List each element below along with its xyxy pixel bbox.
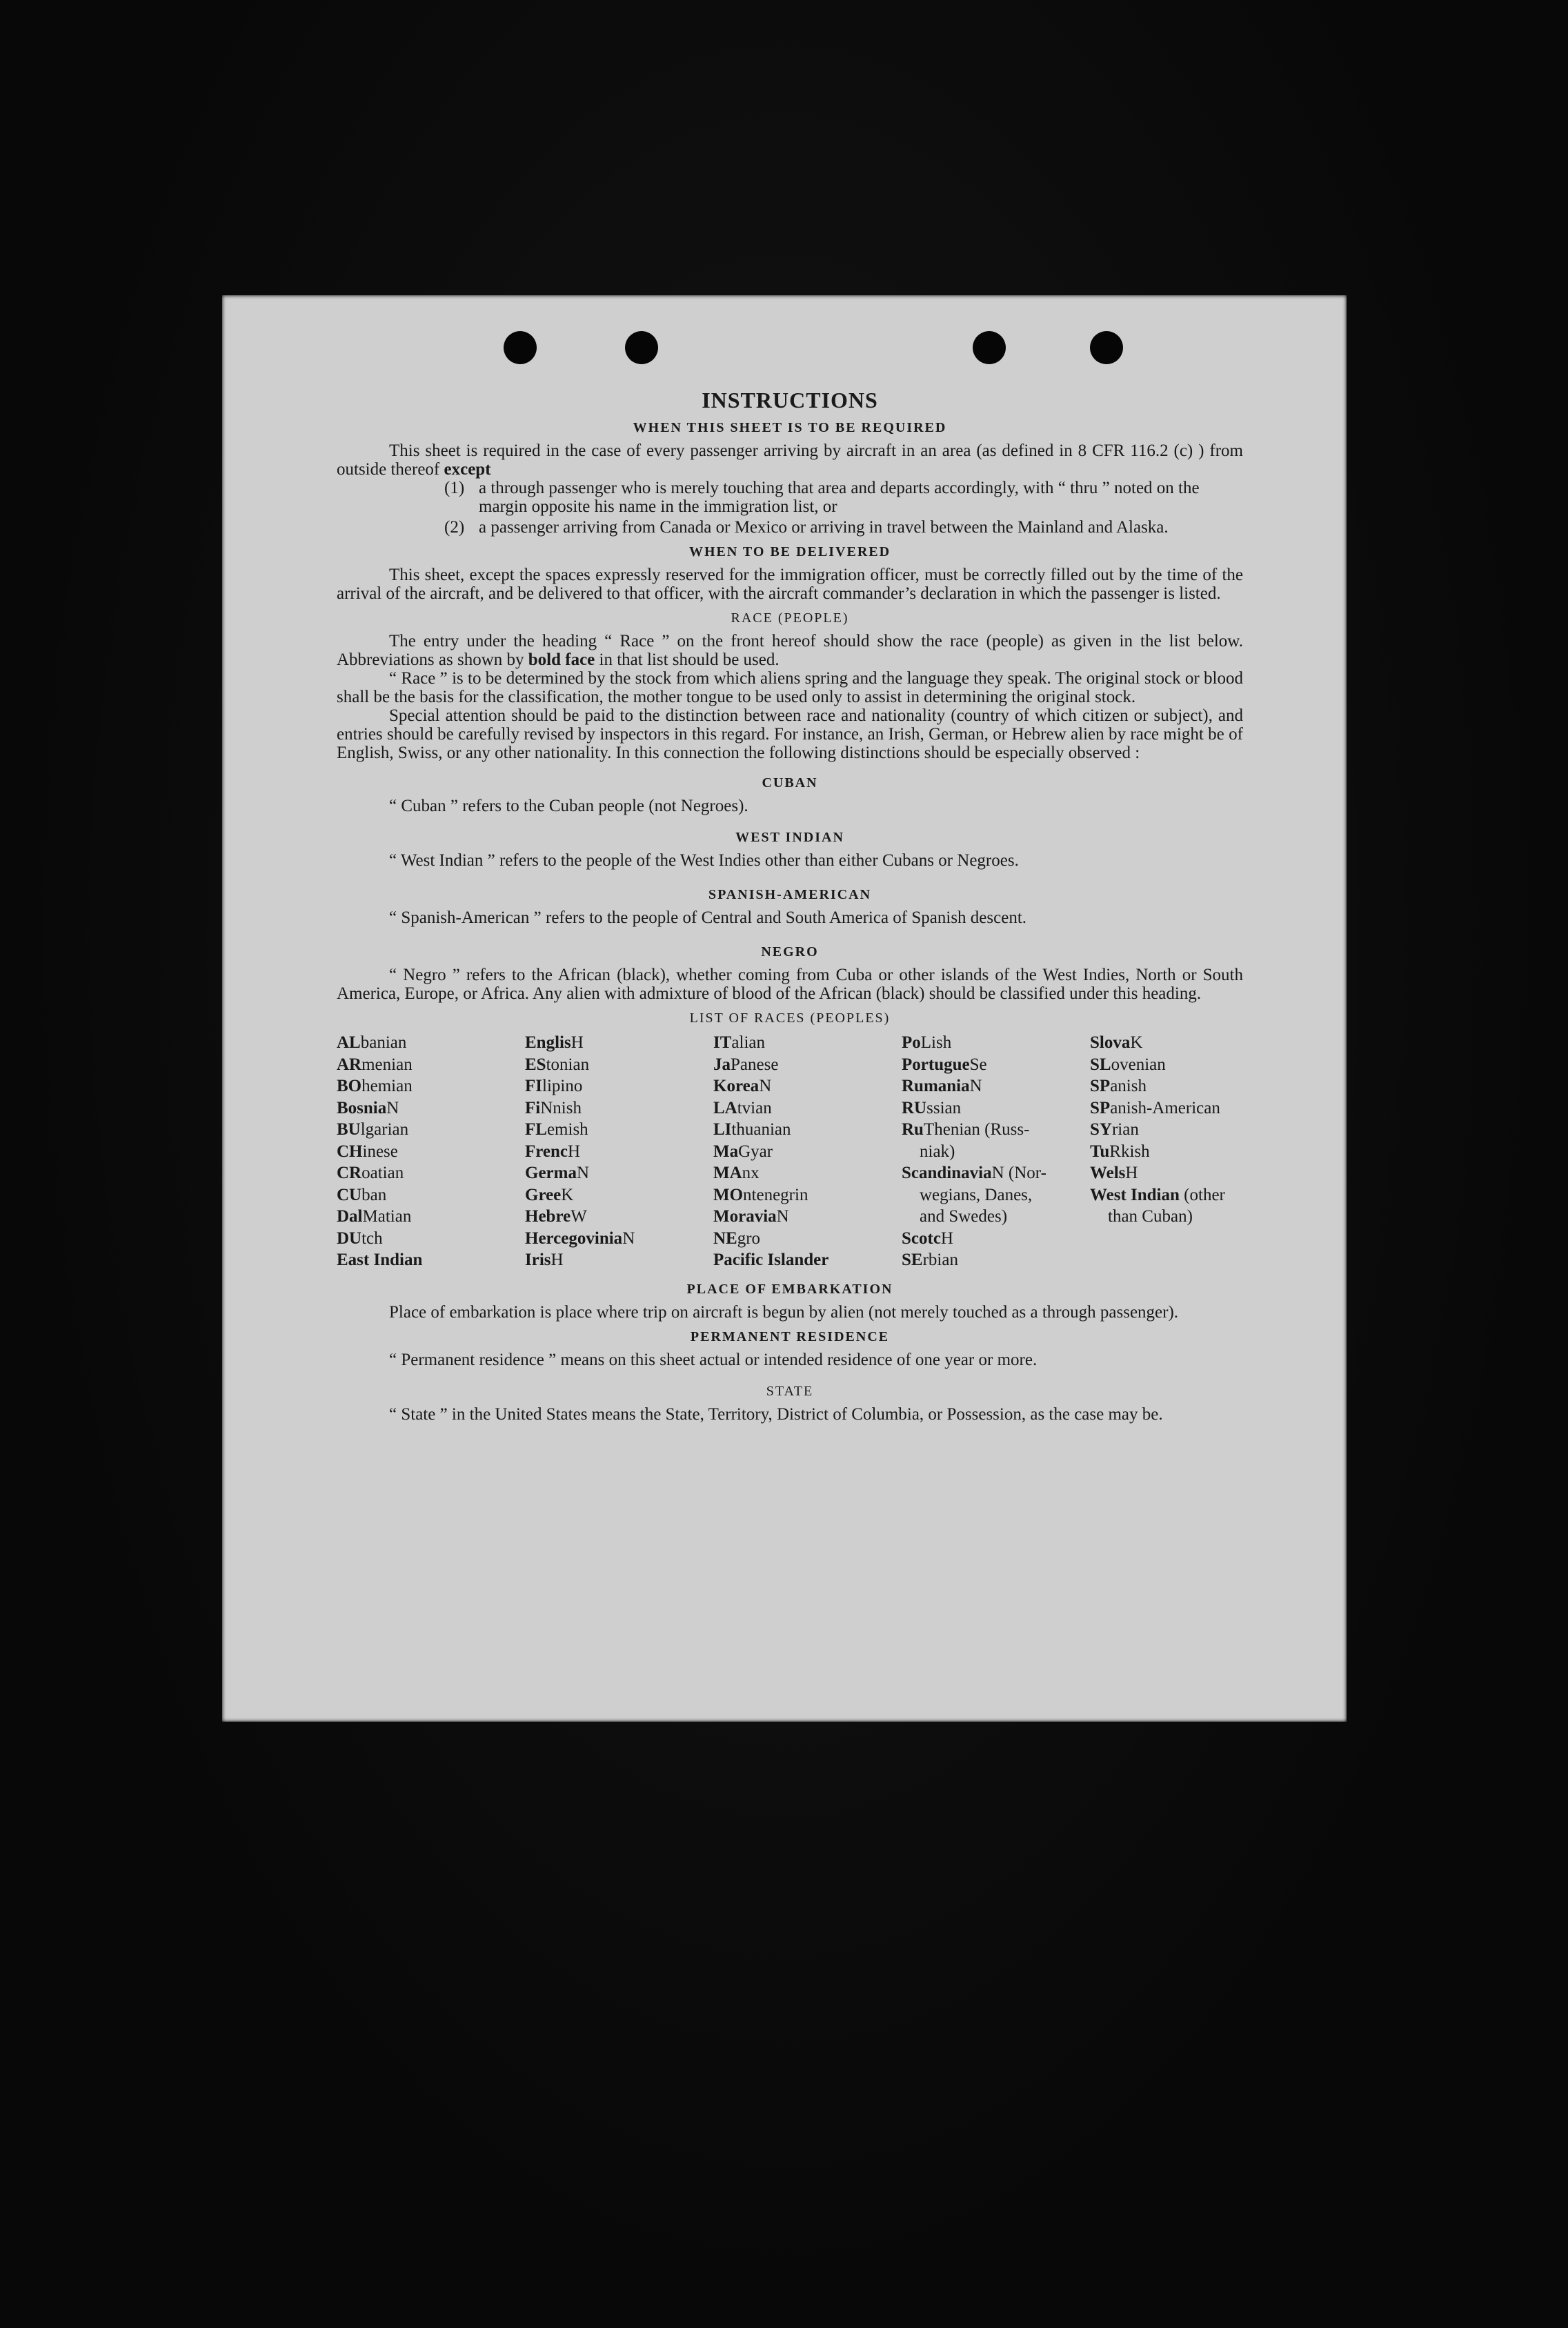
race-rest: emish [546, 1120, 588, 1139]
race-abbrev: Portugue [902, 1055, 970, 1074]
section-heading-embarkation: PLACE OF EMBARKATION [686, 1281, 893, 1297]
race-abbrev: Dal [337, 1207, 363, 1226]
race-rest: Gyar [738, 1142, 773, 1161]
race-entry [525, 1097, 713, 1120]
race-entry [1090, 1054, 1243, 1076]
race-entry [525, 1054, 713, 1076]
race-entry [902, 1206, 1090, 1228]
race-rest: than Cuban) [1108, 1207, 1193, 1226]
race-entry [337, 1119, 525, 1141]
race-rest: Thenian (Russ- [923, 1120, 1030, 1139]
race-entry [525, 1119, 713, 1141]
race-rest: H [550, 1251, 564, 1269]
race-abbrev: IT [713, 1033, 732, 1052]
race-entry [713, 1184, 902, 1206]
race-paragraph-2: “ Race ” is to be determined by the stock from which aliens spring and the language they speak. The original stock or blood shall be the basis for the classification, the mother tongue to be used only to assist in determining the original stock. [337, 669, 1243, 706]
race-rest: N (Nor- [991, 1164, 1046, 1182]
race-abbrev: Scandinavia [902, 1164, 992, 1182]
race-abbrev: Rumania [902, 1077, 970, 1095]
race-entry [713, 1032, 902, 1054]
race-abbrev: Korea [713, 1077, 760, 1095]
race-rest: Rkish [1109, 1142, 1150, 1161]
race-entry [1090, 1097, 1243, 1120]
race-p1-text: The entry under the heading “ Race ” on the front hereof should show the race (people) as given in the list below. Abbreviations as shown by [337, 632, 1243, 669]
race-abbrev: Bosnia [337, 1098, 387, 1117]
required-intro [337, 441, 1243, 479]
race-rest: tvian [737, 1098, 772, 1117]
section-heading-delivered: WHEN TO BE DELIVERED [688, 544, 891, 559]
required-item-2 [444, 518, 1243, 537]
race-paragraph-3: Special attention should be paid to the distinction between race and nationality (country of which citizen or subject), and entries should be carefully revised by inspectors in this regard. For instance, an Irish, German, or Hebrew alien by race might be of English, Swiss, or any other nationality. In this connection the following distinctions should be especially observed : [337, 706, 1243, 762]
section-heading-list: LIST OF RACES (PEOPLES) [689, 1011, 891, 1026]
race-abbrev: Fi [525, 1098, 541, 1117]
race-entry [525, 1228, 713, 1250]
race-abbrev: SL [1090, 1055, 1111, 1074]
race-paragraph-1 [337, 632, 1243, 669]
race-entry [337, 1162, 525, 1184]
race-rest: H [570, 1033, 584, 1052]
race-entry [902, 1162, 1090, 1184]
item-number: (1) [444, 479, 465, 497]
section-heading-spanish-american: SPANISH-AMERICAN [708, 887, 872, 902]
race-abbrev: West Indian [1090, 1185, 1180, 1204]
race-entry [337, 1228, 525, 1250]
race-rest: anish [1110, 1077, 1147, 1095]
race-abbrev: LA [713, 1098, 737, 1117]
race-entry [713, 1119, 902, 1141]
punch-hole [504, 331, 537, 364]
race-abbrev: CH [337, 1142, 363, 1161]
race-rest: nx [742, 1164, 760, 1182]
race-abbrev: Wels [1090, 1164, 1126, 1182]
race-abbrev: SY [1090, 1120, 1112, 1139]
negro-text: “ Negro ” refers to the African (black), whether coming from Cuba or other islands of the West Indies, North or South America, Europe, or Africa. Any alien with admixture of blood of the African (black) should be classified under this heading. [337, 966, 1243, 1003]
race-entry [525, 1075, 713, 1097]
race-rest: rbian [922, 1251, 958, 1269]
race-abbrev: CR [337, 1164, 362, 1182]
race-abbrev: SP [1090, 1098, 1111, 1117]
punch-hole [625, 331, 658, 364]
race-rest: K [561, 1185, 574, 1204]
race-abbrev: CU [337, 1185, 362, 1204]
race-rest: lipino [542, 1077, 583, 1095]
race-abbrev: SP [1090, 1077, 1111, 1095]
race-rest: W [570, 1207, 587, 1226]
race-abbrev: Englis [525, 1033, 571, 1052]
race-abbrev: Slova [1090, 1033, 1131, 1052]
races-column [525, 1032, 713, 1271]
race-rest: N [576, 1164, 590, 1182]
race-entry [525, 1032, 713, 1054]
race-p1-tail: in that list should be used. [599, 650, 780, 669]
race-abbrev: Iris [525, 1251, 551, 1269]
race-entry [1090, 1184, 1243, 1206]
race-rest: Nnish [540, 1098, 582, 1117]
race-entry [525, 1206, 713, 1228]
race-rest: ntenegrin [743, 1185, 808, 1204]
item-text: a passenger arriving from Canada or Mexico or arriving in travel between the Mainland and Alaska. [479, 518, 1169, 537]
race-entry [1090, 1141, 1243, 1163]
race-entry [337, 1032, 525, 1054]
race-entry [902, 1184, 1090, 1206]
race-abbrev: BO [337, 1077, 362, 1095]
race-entry [337, 1249, 525, 1271]
race-abbrev: DU [337, 1228, 362, 1248]
race-entry [713, 1249, 902, 1271]
section-heading-race: RACE (PEOPLE) [731, 610, 849, 626]
race-rest: niak) [920, 1142, 955, 1161]
race-rest: N [776, 1207, 789, 1226]
race-abbrev: Po [902, 1033, 921, 1052]
race-entry [525, 1162, 713, 1184]
race-entry [1090, 1206, 1243, 1228]
residence-text: “ Permanent residence ” means on this sheet actual or intended residence of one year or more. [389, 1350, 1038, 1369]
race-entry [1090, 1162, 1243, 1184]
race-rest: ban [361, 1185, 387, 1204]
race-abbrev: Hercegovinia [525, 1228, 623, 1248]
races-column [1090, 1032, 1243, 1271]
race-rest: N [969, 1077, 982, 1095]
race-entry [902, 1032, 1090, 1054]
race-rest: hemian [361, 1077, 413, 1095]
race-abbrev: Ma [713, 1142, 739, 1161]
cuban-text: “ Cuban ” refers to the Cuban people (not Negroes). [389, 797, 748, 815]
race-rest: H [1125, 1164, 1138, 1182]
race-entry [525, 1141, 713, 1163]
race-abbrev: FI [525, 1077, 542, 1095]
race-rest: Panese [731, 1055, 779, 1074]
state-text: “ State ” in the United States means the State, Territory, District of Columbia, or Possession, as the case may be. [389, 1404, 1163, 1424]
spanish-american-text: “ Spanish-American ” refers to the people of Central and South America of Spanish descent. [389, 908, 1027, 927]
race-rest: H [940, 1228, 953, 1248]
race-entry [713, 1228, 902, 1250]
race-entry [902, 1228, 1090, 1250]
section-heading-residence: PERMANENT RESIDENCE [690, 1329, 890, 1344]
race-rest: H [568, 1142, 581, 1161]
race-entry [525, 1184, 713, 1206]
punch-hole [1090, 331, 1123, 364]
race-abbrev: Germa [525, 1164, 577, 1182]
race-entry [902, 1054, 1090, 1076]
race-abbrev: Frenc [525, 1142, 568, 1161]
race-rest: Lish [920, 1033, 952, 1052]
race-entry [337, 1097, 525, 1120]
race-abbrev: MA [713, 1164, 742, 1182]
race-rest: K [1130, 1033, 1143, 1052]
race-abbrev: Ja [713, 1055, 731, 1074]
race-rest: gro [737, 1228, 761, 1248]
required-intro-except: except [444, 460, 491, 479]
race-rest: N [622, 1228, 635, 1248]
race-rest: Se [969, 1055, 987, 1074]
instructions-content [337, 388, 1243, 1424]
race-rest: alian [731, 1033, 765, 1052]
race-entry [337, 1184, 525, 1206]
race-abbrev: Tu [1090, 1142, 1110, 1161]
delivered-text: This sheet, except the spaces expressly reserved for the immigration officer, must be correctly filled out by the time of the arrival of the aircraft, and be delivered to that officer, with the aircraft commander’s declaration in which the passenger is listed. [337, 566, 1243, 603]
race-entry [337, 1206, 525, 1228]
document-page [222, 295, 1347, 1722]
race-abbrev: Gree [525, 1185, 562, 1204]
section-heading-cuban: CUBAN [762, 775, 818, 790]
race-entry [525, 1249, 713, 1271]
race-rest: thuanian [731, 1120, 791, 1139]
races-column [902, 1032, 1090, 1271]
race-rest: anish-American [1110, 1098, 1220, 1117]
race-entry [713, 1075, 902, 1097]
race-abbrev: Moravia [713, 1207, 777, 1226]
race-rest: inese [362, 1142, 398, 1161]
required-item-1 [444, 479, 1243, 516]
race-entry [713, 1141, 902, 1163]
race-rest: (other [1179, 1185, 1225, 1204]
punch-hole [973, 331, 1006, 364]
race-abbrev: AL [337, 1033, 361, 1052]
race-rest: N [386, 1098, 399, 1117]
race-entry [713, 1206, 902, 1228]
section-heading-negro: NEGRO [761, 944, 819, 959]
section-heading-required: WHEN THIS SHEET IS TO BE REQUIRED [633, 420, 947, 435]
embarkation-text: Place of embarkation is place where trip on aircraft is begun by alien (not merely touched as a through passenger). [389, 1302, 1179, 1322]
page-title: INSTRUCTIONS [702, 388, 878, 412]
race-abbrev: MO [713, 1185, 744, 1204]
race-entry [713, 1162, 902, 1184]
race-abbrev: East Indian [337, 1251, 423, 1269]
race-entry [1090, 1032, 1243, 1054]
race-rest: tonian [546, 1055, 590, 1074]
section-heading-state: STATE [766, 1383, 814, 1399]
item-number: (2) [444, 518, 465, 537]
race-abbrev: RU [902, 1098, 927, 1117]
race-entry [902, 1075, 1090, 1097]
race-entry [337, 1075, 525, 1097]
race-rest: rian [1111, 1120, 1139, 1139]
race-rest: lgarian [360, 1120, 409, 1139]
item-text: a through passenger who is merely touching that area and departs accordingly, with “ thru ” noted on the margin opposite his name in the immigration list, or [479, 479, 1200, 516]
race-abbrev: SE [902, 1251, 923, 1269]
race-rest: oatian [361, 1164, 404, 1182]
race-entry [713, 1054, 902, 1076]
race-rest: and Swedes) [920, 1207, 1008, 1226]
race-entry [902, 1141, 1090, 1163]
race-abbrev: Pacific Islander [713, 1251, 829, 1269]
section-heading-west-indian: WEST INDIAN [735, 830, 844, 845]
race-rest: Matian [362, 1207, 412, 1226]
race-entry [902, 1119, 1090, 1141]
race-rest: ssian [926, 1098, 962, 1117]
race-rest: ovenian [1111, 1055, 1166, 1074]
race-abbrev: BU [337, 1120, 361, 1139]
race-rest: wegians, Danes, [920, 1185, 1033, 1204]
race-rest: banian [360, 1033, 407, 1052]
race-rest: menian [361, 1055, 413, 1074]
race-rest: tch [361, 1228, 383, 1248]
race-abbrev: Ru [902, 1120, 924, 1139]
west-indian-text: “ West Indian ” refers to the people of the West Indies other than either Cubans or Negroes. [389, 851, 1019, 870]
race-abbrev: AR [337, 1055, 362, 1074]
required-intro-text: This sheet is required in the case of every passenger arriving by aircraft in an area (as defined in 8 CFR 116.2 (c) ) from outside thereof [337, 441, 1243, 479]
race-p1-bold: bold face [528, 650, 595, 669]
race-entry [337, 1054, 525, 1076]
races-list [337, 1032, 1243, 1271]
race-entry [713, 1097, 902, 1120]
race-entry [902, 1249, 1090, 1271]
race-abbrev: LI [713, 1120, 732, 1139]
races-column [713, 1032, 902, 1271]
race-abbrev: Hebre [525, 1207, 571, 1226]
race-rest: N [759, 1077, 772, 1095]
race-entry [1090, 1119, 1243, 1141]
race-abbrev: ES [525, 1055, 546, 1074]
race-abbrev: NE [713, 1228, 737, 1248]
race-entry [902, 1097, 1090, 1120]
race-entry [1090, 1075, 1243, 1097]
races-column [337, 1032, 525, 1271]
race-entry [337, 1141, 525, 1163]
race-abbrev: FL [525, 1120, 547, 1139]
race-abbrev: Scotc [902, 1228, 941, 1248]
